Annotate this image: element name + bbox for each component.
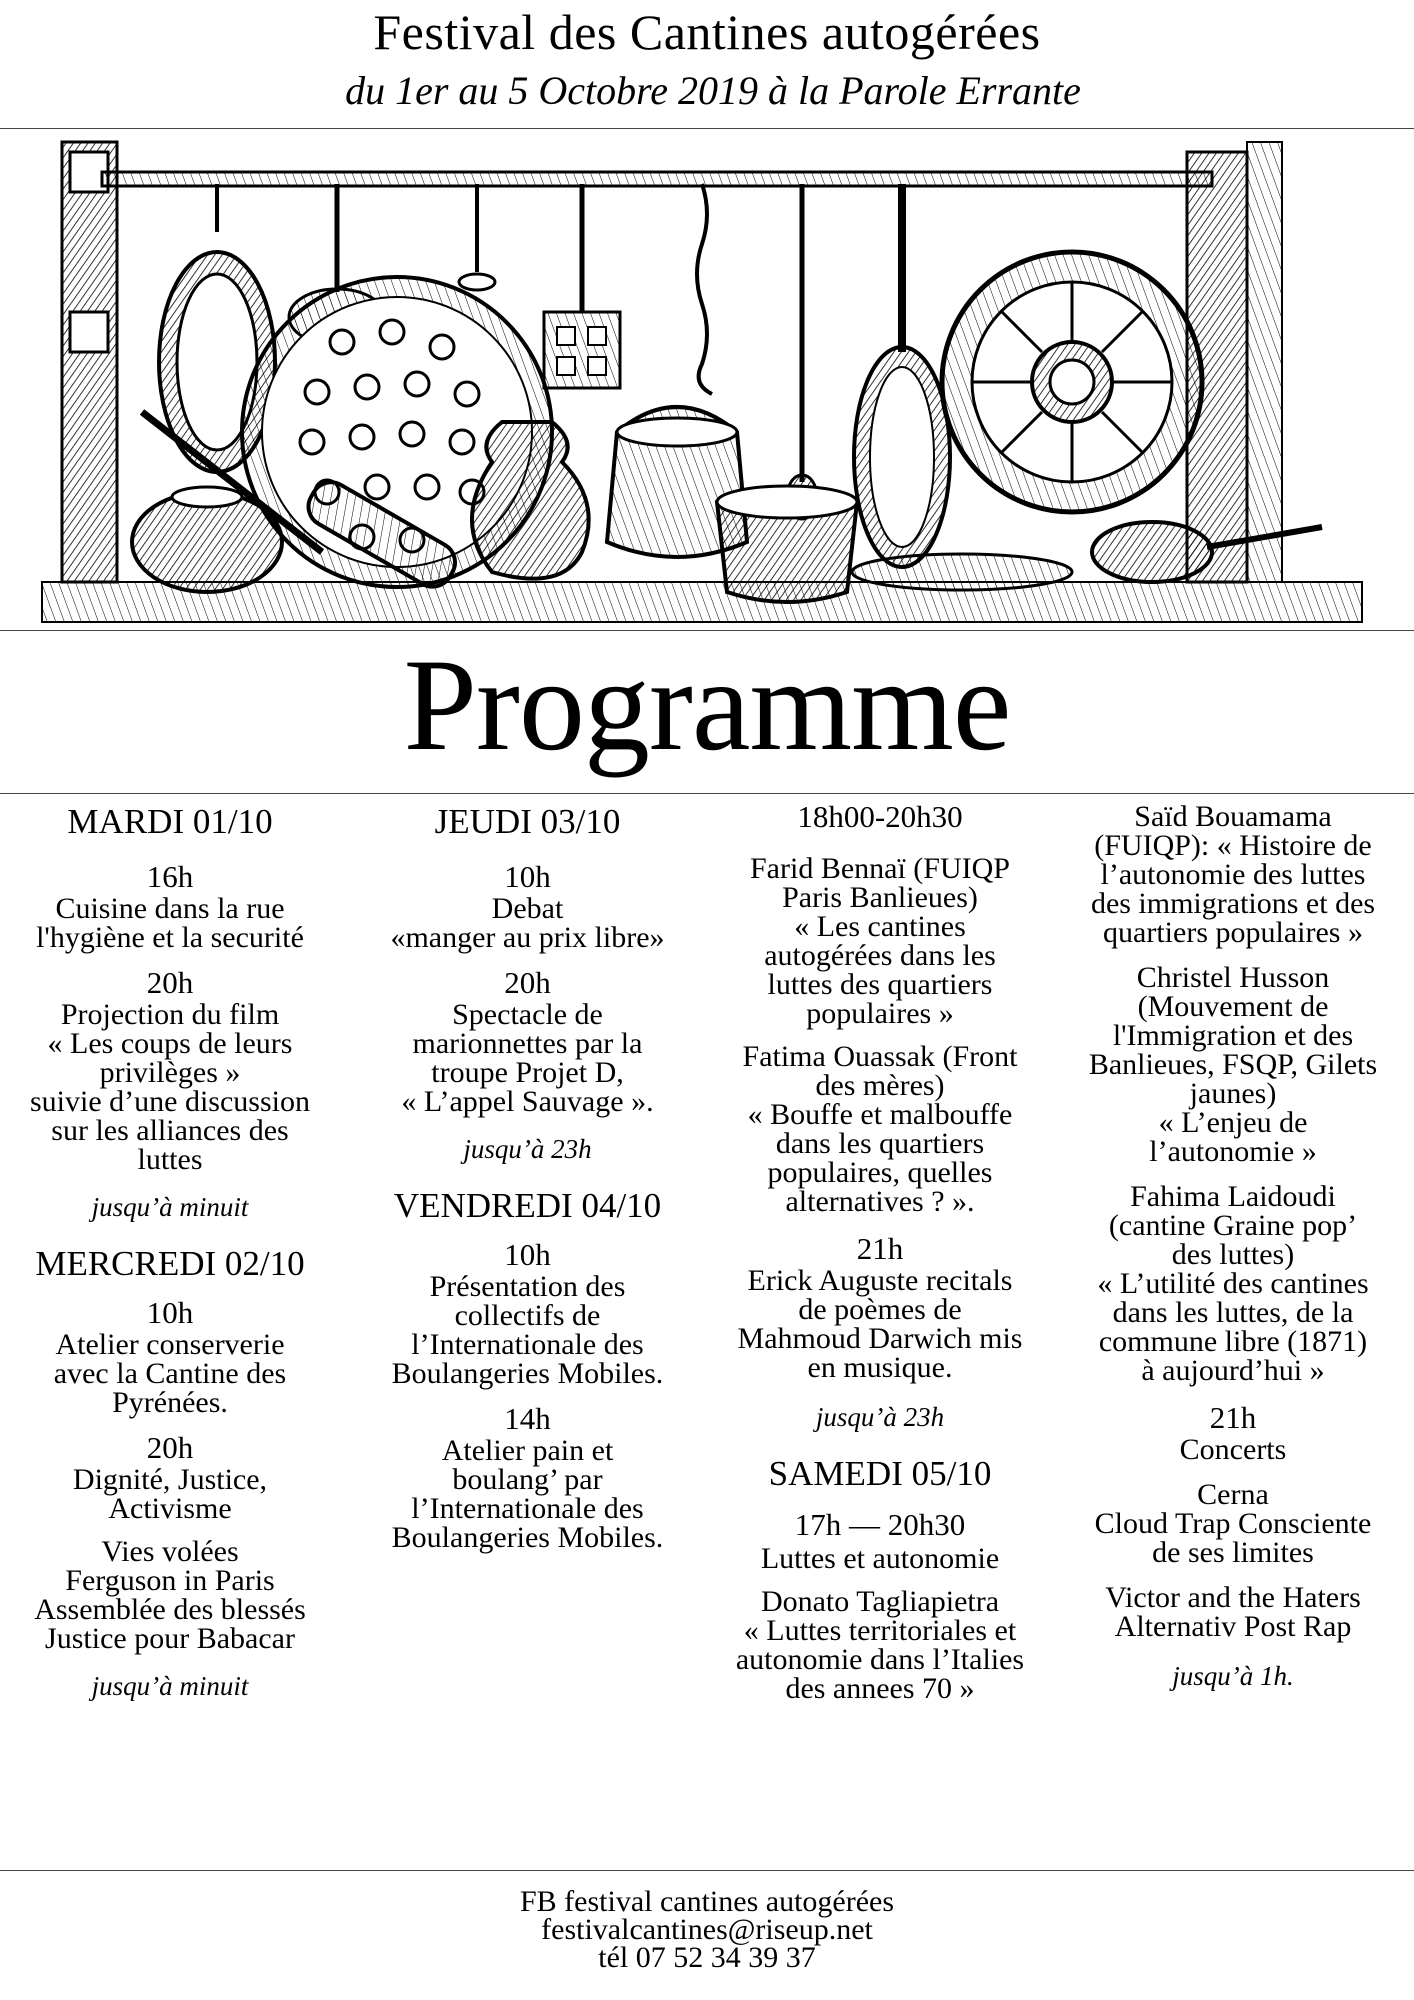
event-text: Ferguson in Paris: [65, 1564, 275, 1597]
event-text: Farid Bennaï (FUIQP: [750, 852, 1010, 885]
event-text: Banlieues, FSQP, Gilets: [1088, 1048, 1378, 1081]
day-heading: MERCREDI 02/10: [35, 1244, 305, 1283]
event-text: boulang’ par: [452, 1463, 603, 1496]
contact-email[interactable]: festivalcantines@riseup.net: [541, 1913, 873, 1946]
event-time: 18h00-20h30: [797, 799, 963, 834]
poster-subtitle: du 1er au 5 Octobre 2019 à la Parole Errante: [345, 68, 1081, 113]
event-text: Boulangeries Mobiles.: [391, 1521, 664, 1554]
top-divider: [0, 128, 1414, 129]
contact-footer: [0, 1885, 1414, 1974]
event-text: dans les luttes, de la: [1112, 1296, 1354, 1329]
closing-time: jusqu’à 23h: [463, 1134, 592, 1164]
event-text: Christel Husson: [1136, 961, 1330, 994]
event-text: Erick Auguste recitals: [747, 1264, 1013, 1297]
event-text: « Luttes territoriales et: [743, 1614, 1017, 1647]
event-text: Atelier conserverie: [55, 1328, 285, 1361]
event-text: l’autonomie des luttes: [1100, 858, 1366, 891]
day-heading: VENDREDI 04/10: [393, 1186, 662, 1225]
event-text: des luttes): [1171, 1238, 1295, 1271]
event-text: l’Internationale des: [411, 1492, 644, 1525]
event-text: Paris Banlieues): [782, 881, 978, 914]
event-text: en musique.: [807, 1351, 953, 1384]
event-time: 10h: [504, 859, 551, 894]
event-time: 10h: [504, 1237, 551, 1272]
facebook-page: FB festival cantines autogérées: [519, 1885, 895, 1918]
event-text: alternatives ? ».: [785, 1185, 975, 1218]
event-text: Dignité, Justice,: [72, 1463, 268, 1496]
event-time: 20h: [146, 1430, 194, 1465]
artist-text: de ses limites: [1152, 1536, 1314, 1569]
event-text: à aujourd’hui »: [1141, 1354, 1325, 1387]
event-time: 16h: [146, 859, 194, 894]
event-text: suivie d’une discussion: [30, 1085, 310, 1118]
event-time: 10h: [146, 1295, 194, 1330]
poster-title: Festival des Cantines autogérées: [373, 4, 1041, 60]
closing-time: jusqu’à 1h.: [1172, 1661, 1294, 1691]
event-text: «manger au prix libre»: [390, 921, 665, 954]
artist-text: Cloud Trap Consciente: [1094, 1507, 1372, 1540]
event-text: commune libre (1871): [1098, 1325, 1368, 1358]
event-text: Présentation des: [429, 1270, 626, 1303]
event-text: des mères): [815, 1069, 945, 1102]
event-text: autonomie dans l’Italies: [735, 1643, 1025, 1676]
event-text: Projection du film: [60, 998, 280, 1031]
day-heading: SAMEDI 05/10: [768, 1454, 992, 1493]
closing-time: jusqu’à minuit: [91, 1192, 249, 1222]
event-text: « Les coups de leurs: [47, 1027, 293, 1060]
event-text: Debat: [491, 892, 564, 925]
event-text: Pyrénées.: [112, 1386, 228, 1419]
column-samedi-suite: [1058, 800, 1408, 1691]
event-text: autogérées dans les: [764, 939, 996, 972]
closing-time: jusqu’à minuit: [91, 1671, 249, 1701]
kitchen-utensils-engraving-icon: [22, 132, 1397, 632]
event-text: Fahima Laidoudi: [1130, 1180, 1336, 1213]
event-text: « Bouffe et malbouffe: [747, 1098, 1013, 1131]
event-time: 20h: [146, 965, 194, 1000]
event-text: Vies volées: [101, 1535, 239, 1568]
event-text: « L’utilité des cantines: [1097, 1267, 1369, 1300]
event-text: Fatima Ouassak (Front: [742, 1040, 1018, 1073]
event-text: (FUIQP): « Histoire de: [1094, 829, 1372, 862]
event-text: l'hygiène et la securité: [36, 921, 304, 954]
event-text: luttes: [137, 1143, 203, 1176]
event-text: Boulangeries Mobiles.: [391, 1357, 664, 1390]
column-mardi-mercredi: [0, 800, 340, 1701]
event-text: des immigrations et des: [1090, 887, 1376, 920]
event-time: 20h: [504, 965, 551, 1000]
event-text: populaires »: [806, 997, 954, 1030]
event-text: de poèmes de: [798, 1293, 962, 1326]
event-time: 21h: [1209, 1400, 1257, 1435]
column-jeudi-vendredi: [355, 800, 700, 1552]
event-text: Atelier pain et: [441, 1434, 614, 1467]
event-text: Assemblée des blessés: [34, 1593, 306, 1626]
event-text: des annees 70 »: [785, 1672, 975, 1705]
event-text: sur les alliances des: [51, 1114, 289, 1147]
event-text: l'Immigration et des: [1112, 1019, 1354, 1052]
event-text: (Mouvement de: [1137, 990, 1329, 1023]
contact-phone: tél 07 52 34 39 37: [598, 1941, 816, 1974]
event-time: 21h: [856, 1231, 904, 1266]
event-text: Justice pour Babacar: [45, 1622, 295, 1655]
event-text: Mahmoud Darwich mis: [737, 1322, 1023, 1355]
event-text: populaires, quelles: [767, 1156, 993, 1189]
event-text: Concerts: [1179, 1433, 1287, 1466]
event-text: « L’enjeu de: [1158, 1106, 1308, 1139]
day-heading: MARDI 01/10: [67, 802, 273, 841]
event-text: privilèges »: [99, 1056, 241, 1089]
day-heading: JEUDI 03/10: [434, 802, 621, 841]
event-text: (cantine Graine pop’: [1108, 1209, 1358, 1242]
artist-text: Cerna: [1197, 1478, 1269, 1511]
artist-text: Victor and the Haters: [1105, 1581, 1361, 1614]
event-text: Cuisine dans la rue: [55, 892, 285, 925]
programme-divider: [0, 793, 1414, 794]
event-text: dans les quartiers: [775, 1127, 985, 1160]
artist-text: Alternativ Post Rap: [1114, 1610, 1352, 1643]
column-jeudi-soir-samedi: [705, 800, 1055, 1703]
event-text: Spectacle de: [452, 998, 603, 1031]
event-text: collectifs de: [454, 1299, 601, 1332]
footer-divider: [0, 1870, 1414, 1871]
event-theme: Luttes et autonomie: [760, 1542, 1000, 1575]
event-text: Donato Tagliapietra: [760, 1585, 1000, 1618]
event-text: l’autonomie »: [1149, 1135, 1317, 1168]
programme-heading: Programme: [403, 631, 1011, 778]
event-text: marionnettes par la: [412, 1027, 643, 1060]
event-text: jaunes): [1189, 1077, 1277, 1110]
event-text: « Les cantines: [794, 910, 966, 943]
event-text: l’Internationale des: [411, 1328, 644, 1361]
event-text: avec la Cantine des: [53, 1357, 287, 1390]
event-time: 17h — 20h30: [794, 1507, 966, 1542]
closing-time: jusqu’à 23h: [815, 1402, 945, 1432]
event-text: quartiers populaires »: [1103, 916, 1363, 949]
event-text: troupe Projet D,: [431, 1056, 624, 1089]
event-text: luttes des quartiers: [767, 968, 993, 1001]
event-text: Saïd Bouamama: [1134, 800, 1332, 833]
event-text: Activisme: [108, 1492, 232, 1525]
event-text: « L’appel Sauvage ».: [401, 1085, 654, 1118]
event-time: 14h: [504, 1401, 551, 1436]
